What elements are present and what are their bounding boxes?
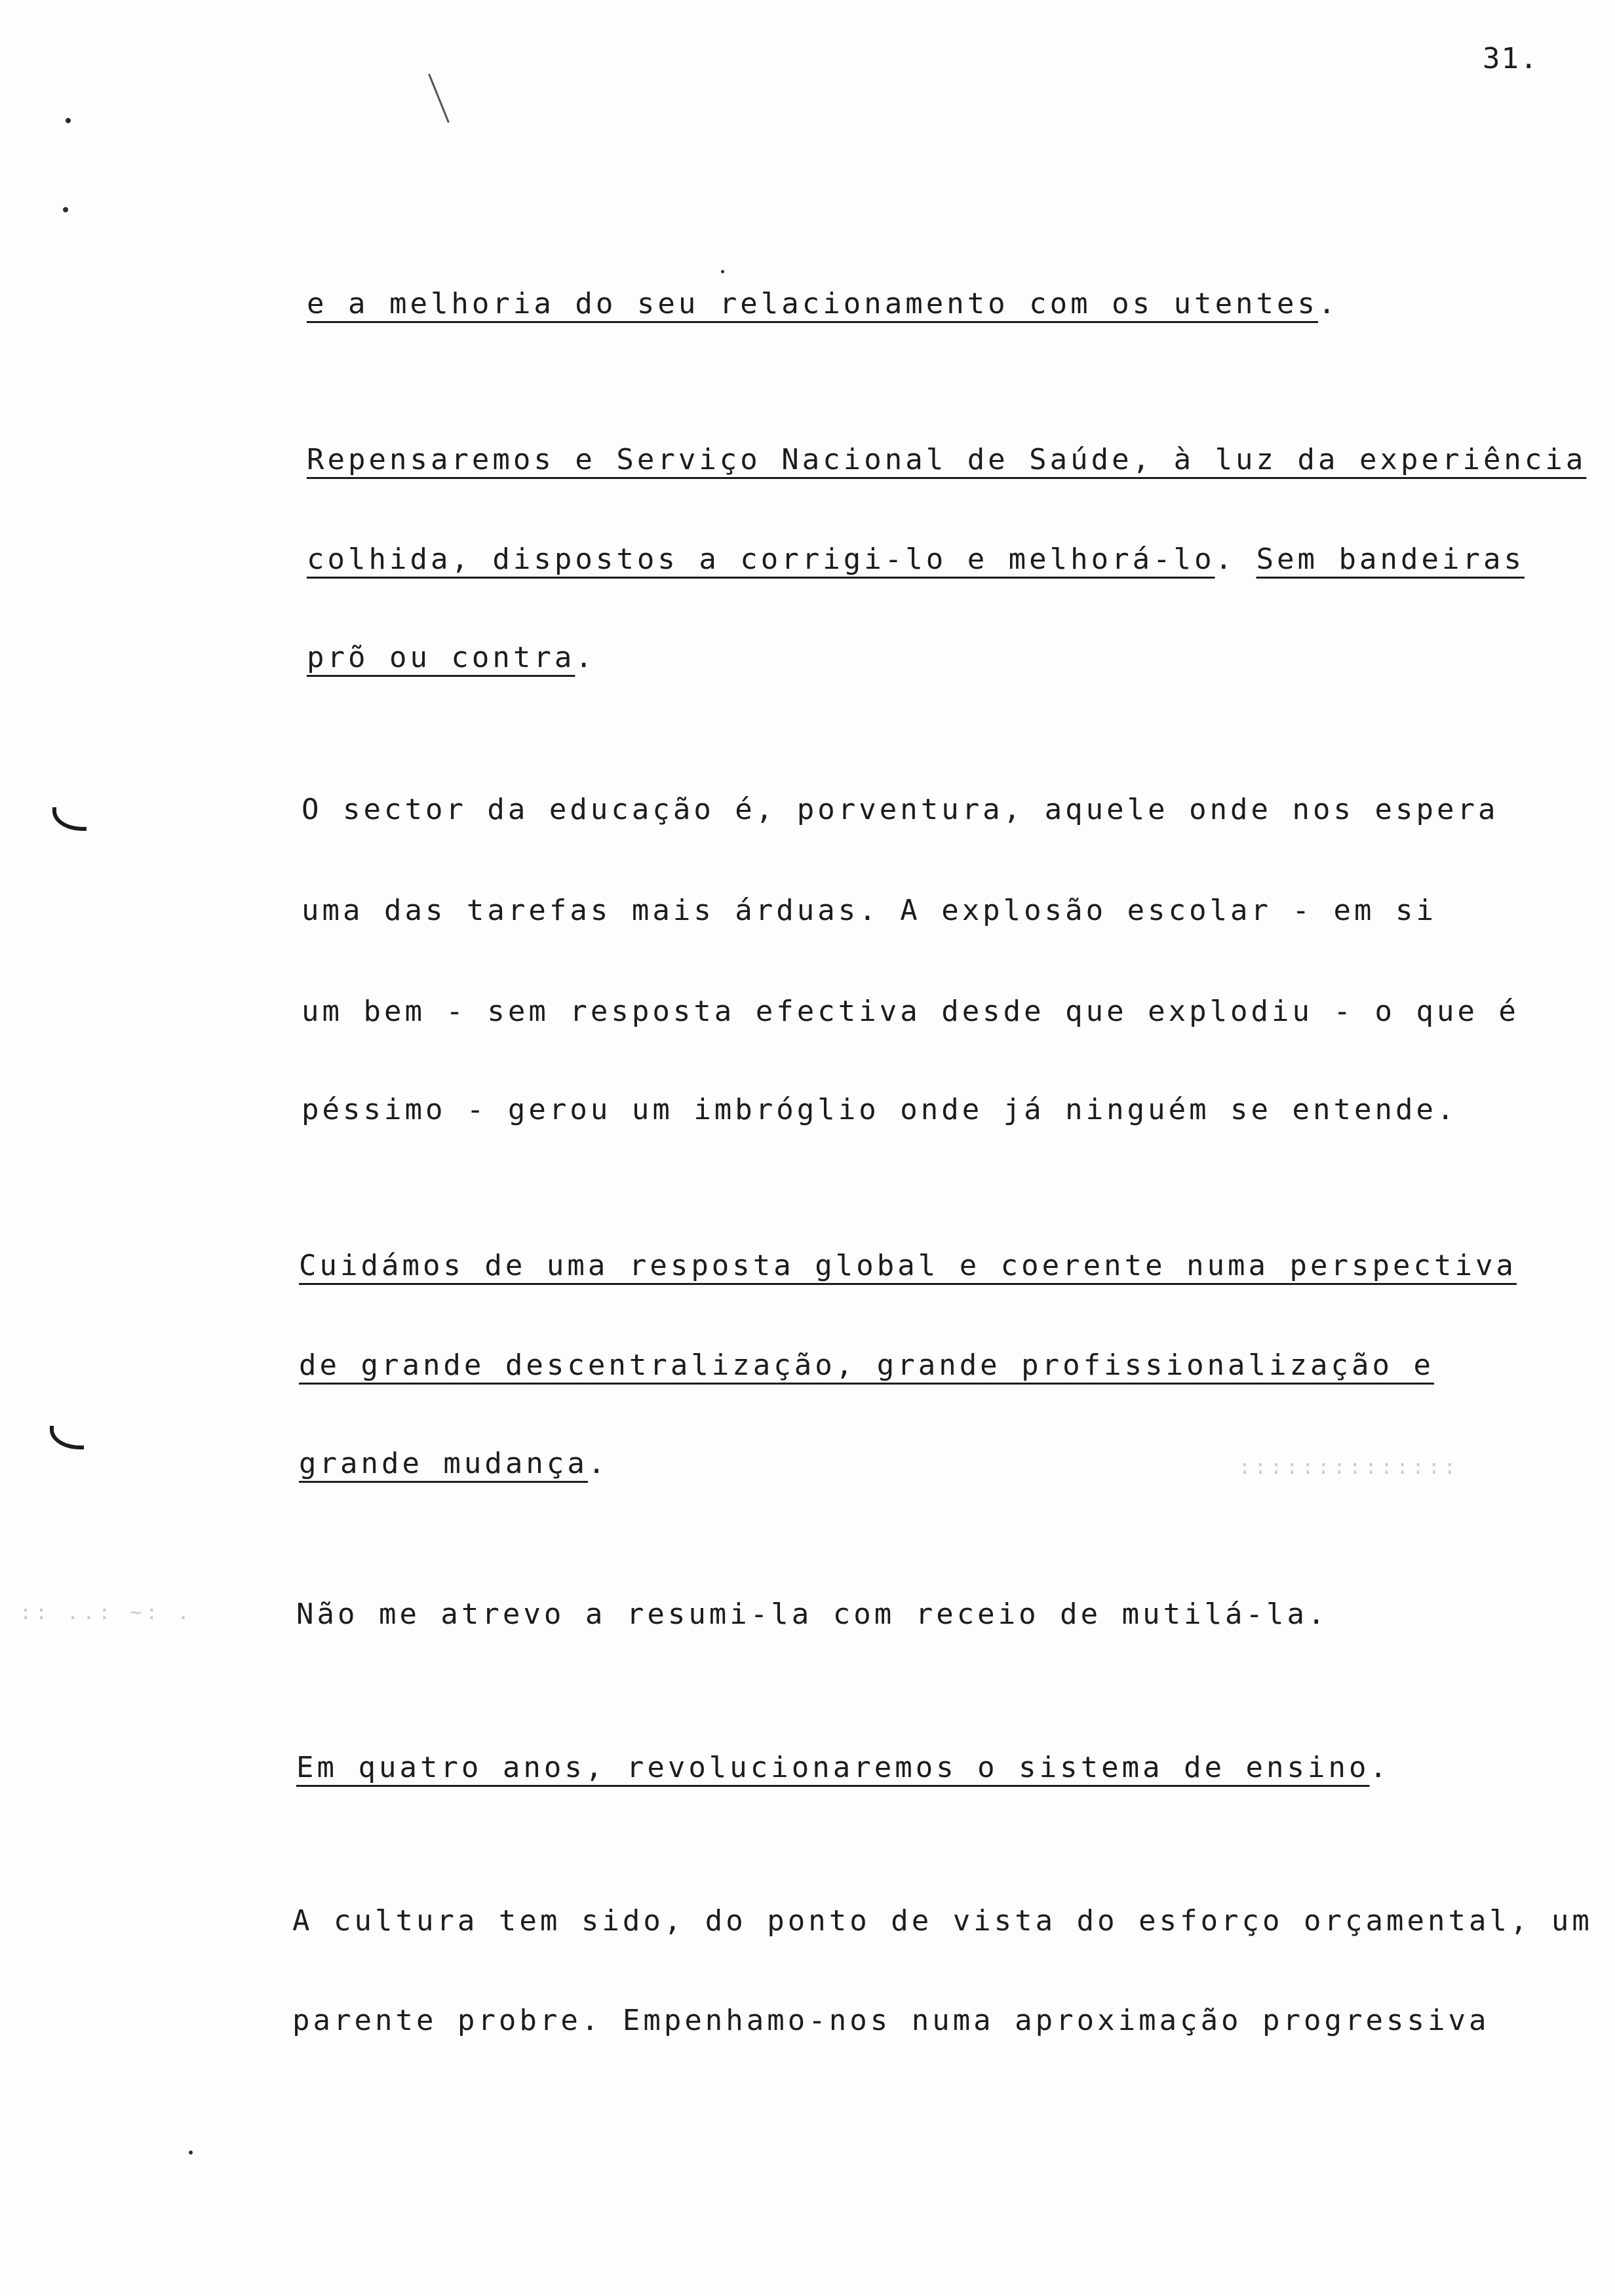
bleed-through-text: :::::::::::::: (1239, 1456, 1460, 1479)
text-line (299, 1248, 1517, 1284)
underlined-text: Em quatro anos, revolucionaremos o sistema de ensino (296, 1751, 1370, 1784)
text-segment: . (1215, 543, 1256, 576)
margin-check-mark (50, 1426, 84, 1449)
text-line (302, 1092, 1457, 1128)
text-segment: um bem - sem resposta efectiva desde que explodiu - o que é (302, 995, 1519, 1028)
underlined-text: prõ ou contra (307, 641, 575, 674)
underlined-text: colhida, dispostos a corrigi-lo e melhorá-lo (307, 543, 1215, 576)
text-line (302, 792, 1498, 828)
text-line (292, 2002, 1489, 2039)
scan-dot (63, 207, 68, 212)
text-segment: . (1318, 287, 1339, 320)
margin-check-mark (52, 807, 87, 831)
underlined-text: e a melhoria do seu relacionamento com os utentes (307, 287, 1319, 320)
text-segment: uma das tarefas mais árduas. A explosão escolar - em si (302, 894, 1437, 927)
pen-stroke (428, 73, 450, 123)
bleed-through-text: :: ..: ~: . (20, 1601, 193, 1624)
text-segment: parente probre. Empenhamo-nos numa aproximação progressiva (292, 2004, 1490, 2037)
text-segment: Não me atrevo a resumi-la com receio de mutilá-la. (296, 1598, 1329, 1631)
text-line (307, 286, 1339, 322)
text-line (292, 1903, 1593, 1940)
text-line (302, 892, 1437, 929)
text-line (296, 1596, 1329, 1633)
text-line (307, 640, 596, 676)
underlined-text: grande mudança (299, 1447, 588, 1480)
text-line (307, 442, 1586, 478)
underlined-text: de grande descentralização, grande profissionalização e (299, 1349, 1434, 1382)
text-line (299, 1347, 1434, 1384)
text-line (299, 1445, 608, 1482)
text-segment: O sector da educação é, porventura, aquele onde nos espera (302, 793, 1499, 826)
text-segment: . (587, 1447, 609, 1480)
text-segment: A cultura tem sido, do ponto de vista do esforço orçamental, um (292, 1904, 1593, 1938)
scan-dot (189, 2151, 193, 2154)
page-number: 31. (1483, 42, 1539, 75)
text-line (296, 1750, 1390, 1786)
scan-dot (66, 118, 71, 123)
text-segment: . (575, 641, 596, 674)
text-segment: . (1369, 1751, 1390, 1784)
text-segment: péssimo - gerou um imbróglio onde já ninguém se entende. (302, 1093, 1458, 1126)
text-line (307, 541, 1525, 578)
underlined-text: Repensaremos e Serviço Nacional de Saúde, à luz da experiência (307, 443, 1587, 476)
underlined-text: Sem bandeiras (1256, 543, 1525, 576)
scan-dot (721, 270, 724, 273)
underlined-text: Cuidámos de uma resposta global e coerente numa perspectiva (299, 1249, 1517, 1282)
text-line (302, 993, 1519, 1030)
